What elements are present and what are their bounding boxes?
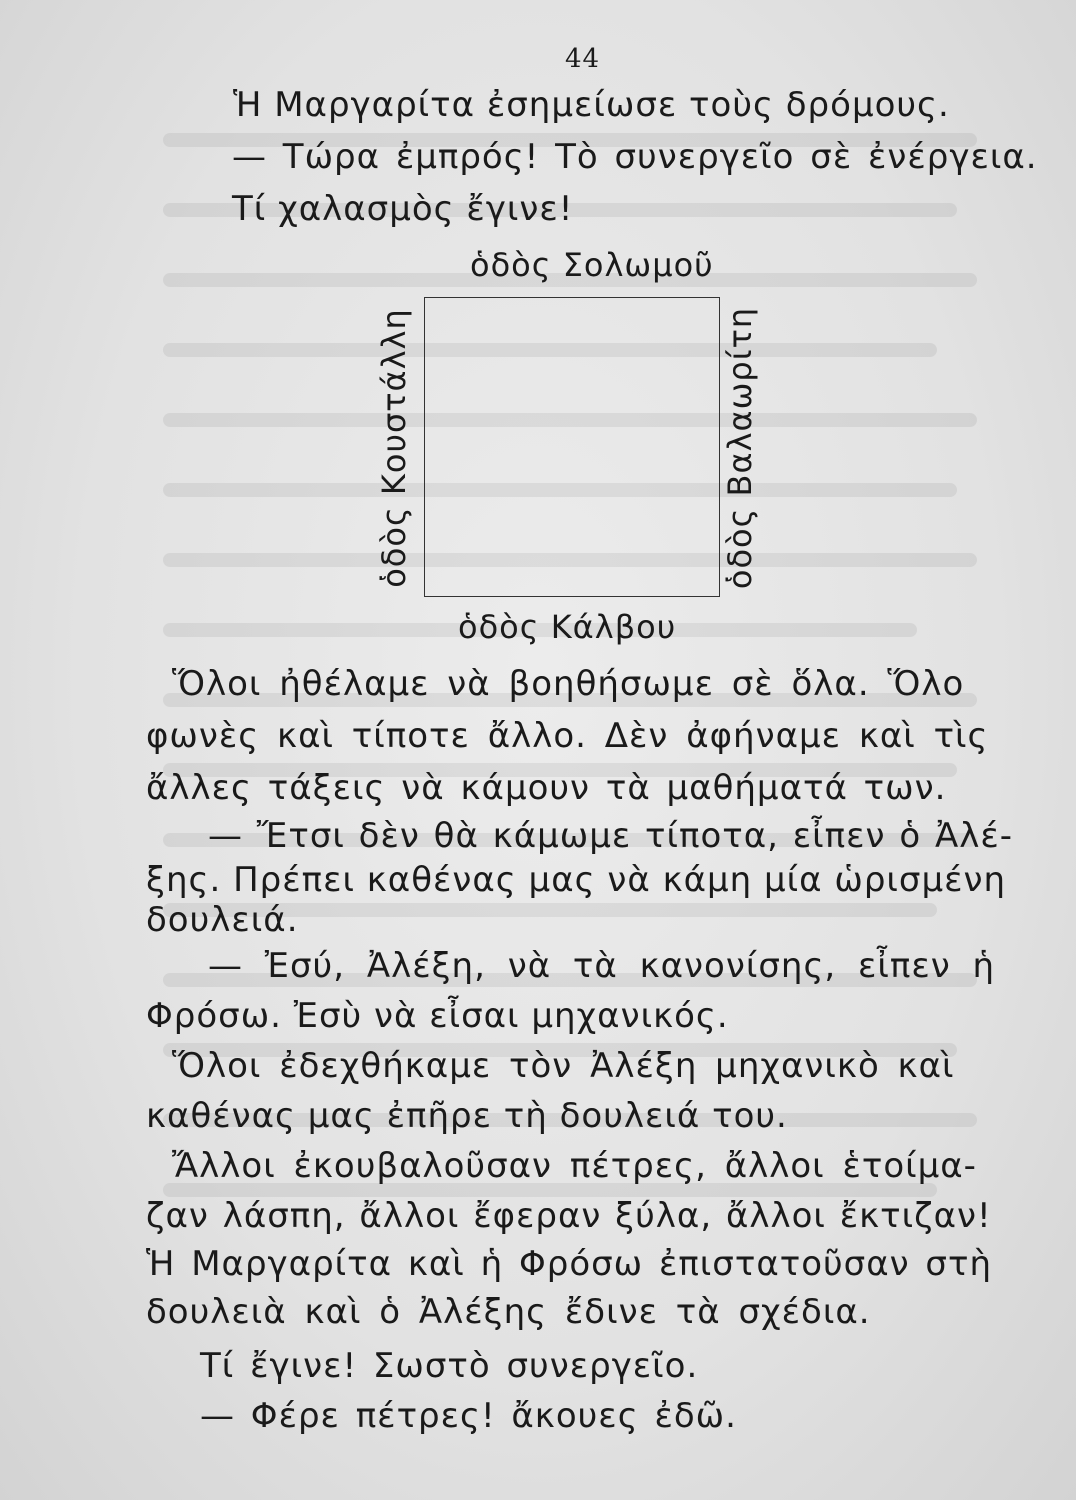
text-line: Ὅλοι ἠθέλαμε νὰ βοηθήσωμε σὲ ὅλα. Ὅλο: [172, 664, 965, 704]
text-line: ζαν λάσπη, ἄλλοι ἔφεραν ξύλα, ἄλλοι ἔκτιζαν!: [146, 1196, 992, 1236]
street-label-top: ὁδὸς Σολωμοῦ: [470, 246, 714, 284]
text-line: — Φέρε πέτρες! ἄκουες ἐδῶ.: [200, 1396, 737, 1436]
text-line: Τί ἔγινε! Σωστὸ συνεργεῖο.: [200, 1346, 699, 1386]
text-line: δουλειὰ καὶ ὁ Ἀλέξης ἔδινε τὰ σχέδια.: [146, 1292, 871, 1332]
text-line: — Ἔτσι δὲν θὰ κάμωμε τίποτα, εἶπεν ὁ Ἀλέ-: [208, 816, 1013, 856]
text-line: φωνὲς καὶ τίποτε ἄλλο. Δὲν ἀφήναμε καὶ τὶς: [146, 716, 989, 756]
text-line: Τί χαλασμὸς ἔγινε!: [232, 189, 574, 229]
text-line: Ὅλοι ἐδεχθήκαμε τὸν Ἀλέξη μηχανικὸ καὶ: [172, 1046, 955, 1086]
street-label-right: ὁδὸς Βαλαωρίτη: [721, 306, 759, 590]
text-line: ξης. Πρέπει καθένας μας νὰ κάμη μία ὡρισμένη: [146, 860, 1007, 900]
text-line: καθένας μας ἐπῆρε τὴ δουλειά του.: [146, 1096, 788, 1136]
page-number: 44: [565, 44, 601, 74]
text-line: — Ἐσύ, Ἀλέξη, νὰ τὰ κανονίσης, εἶπεν ἡ: [208, 946, 996, 986]
text-line: Φρόσω. Ἐσὺ νὰ εἶσαι μηχανικός.: [146, 996, 729, 1036]
text-line: δουλειά.: [146, 900, 299, 940]
text-line: — Τώρα ἐμπρός! Τὸ συνεργεῖο σὲ ἐνέργεια.: [232, 137, 1038, 177]
street-map-box: [424, 297, 720, 597]
street-label-bottom: ὁδὸς Κάλβου: [458, 608, 677, 646]
text-line: Ἡ Μαργαρίτα ἐσημείωσε τοὺς δρόμους.: [233, 85, 950, 125]
text-line: Ἄλλοι ἐκουβαλοῦσαν πέτρες, ἄλλοι ἑτοίμα-: [172, 1146, 977, 1186]
text-line: ἄλλες τάξεις νὰ κάμουν τὰ μαθήματά των.: [146, 768, 947, 808]
text-line: Ἡ Μαργαρίτα καὶ ἡ Φρόσω ἐπιστατοῦσαν στὴ: [146, 1244, 992, 1284]
street-label-left: ὁδὸς Κουστάλλη: [375, 308, 413, 588]
